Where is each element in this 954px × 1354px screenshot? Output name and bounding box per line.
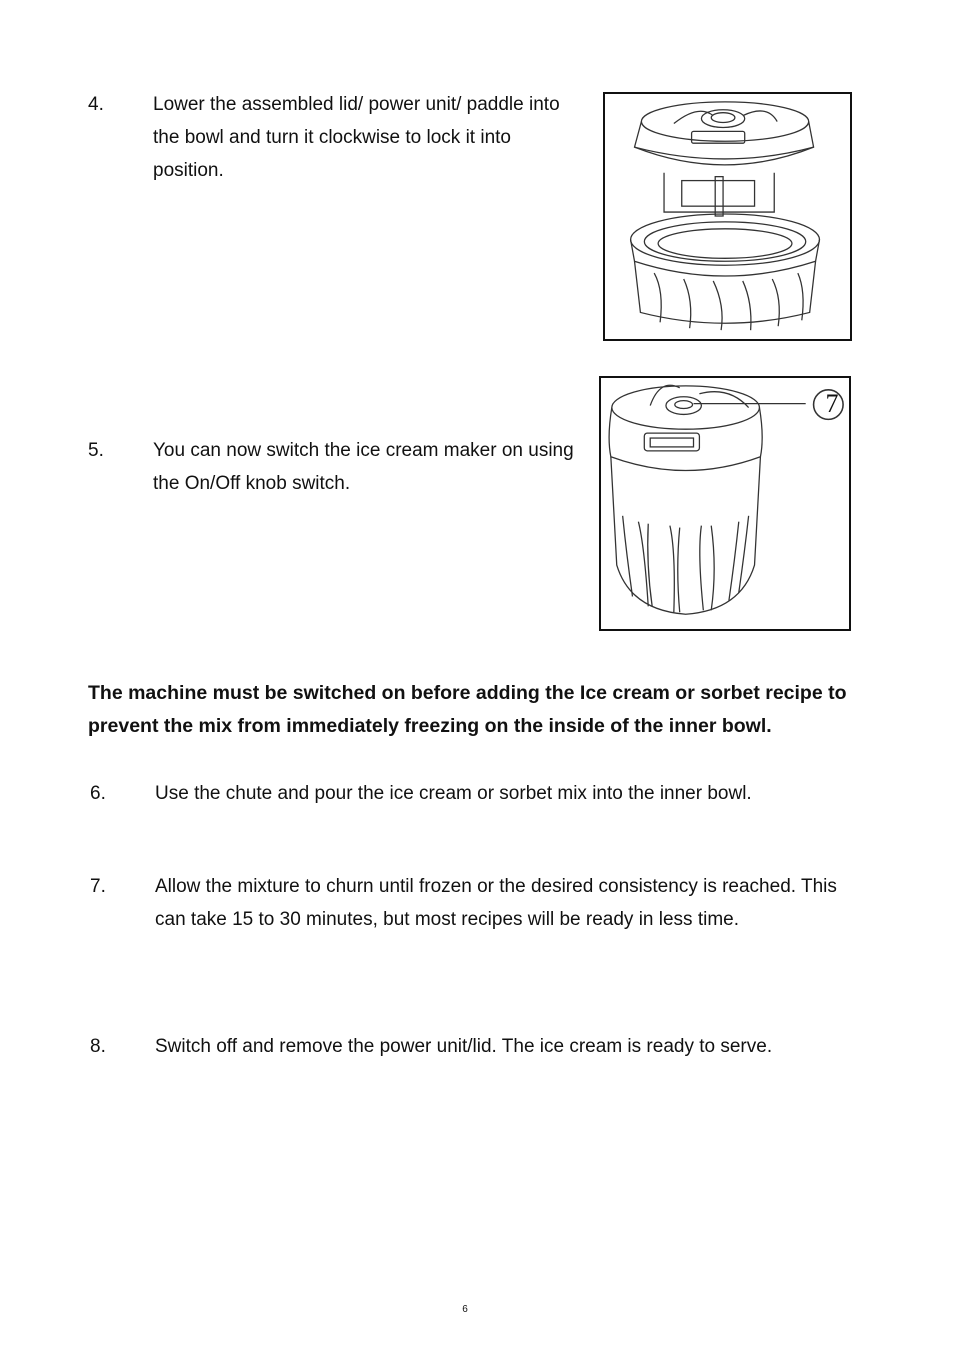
step-text: Use the chute and pour the ice cream or sorbet mix into the inner bowl. bbox=[155, 783, 752, 804]
callout-number: 7 bbox=[825, 389, 839, 418]
warning-note: The machine must be switched on before adding the Ice cream or sorbet recipe to prevent the mix from immediately freezing on the inside of the inner bowl. bbox=[88, 682, 847, 737]
assembled-unit-illustration bbox=[599, 376, 851, 631]
step-text: You can now switch the ice cream maker on using the On/Off knob switch. bbox=[153, 440, 574, 494]
step-number: 4. bbox=[88, 94, 104, 115]
step-text: Lower the assembled lid/ power unit/ paddle into the bowl and turn it clockwise to lock it into position. bbox=[153, 94, 560, 181]
step-text: Allow the mixture to churn until frozen or the desired consistency is reached. This can take 15 to 30 minutes, but most recipes will be ready in less time. bbox=[155, 876, 837, 930]
step-number: 6. bbox=[90, 783, 106, 804]
page-number: 6 bbox=[462, 1304, 468, 1315]
step-number: 7. bbox=[90, 876, 106, 897]
step-number: 5. bbox=[88, 440, 104, 461]
step-number: 8. bbox=[90, 1036, 106, 1057]
assembly-illustration bbox=[603, 92, 852, 341]
step-text: Switch off and remove the power unit/lid. The ice cream is ready to serve. bbox=[155, 1036, 773, 1057]
